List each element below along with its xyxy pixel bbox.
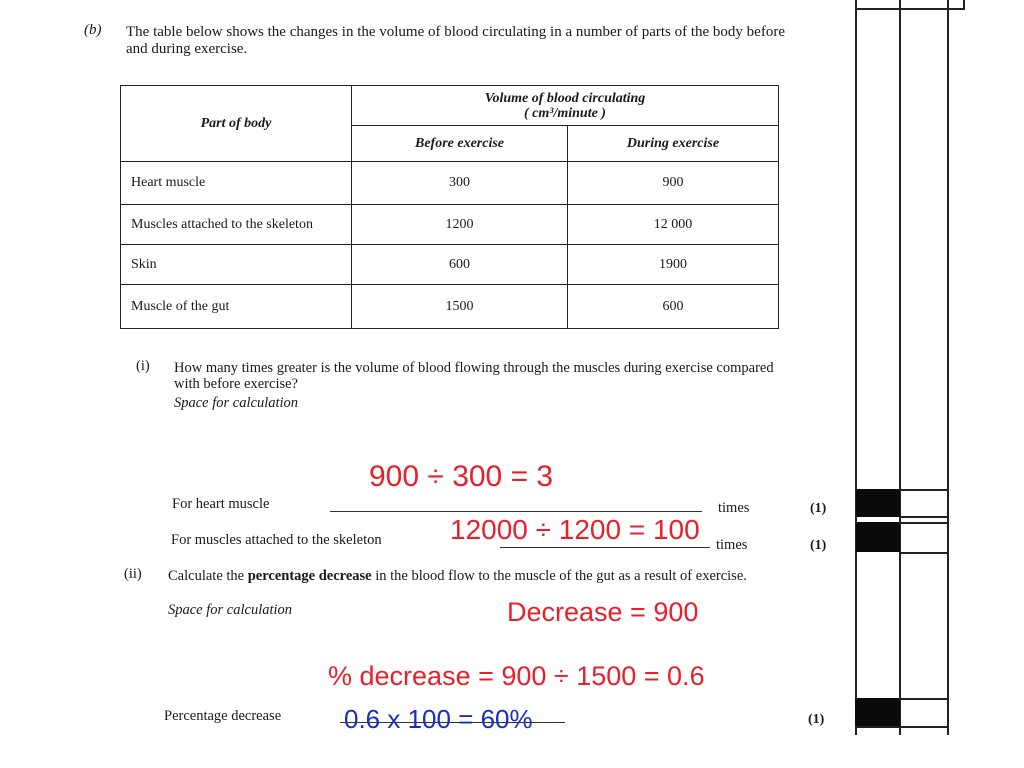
margin-line-right <box>947 0 949 735</box>
percent-calculation: % decrease = 900 ÷ 1500 = 0.6 <box>328 661 705 691</box>
sub-ii-question <box>168 568 768 584</box>
mark-rule-4 <box>899 552 949 554</box>
row-before: 300 <box>352 162 568 205</box>
table-row <box>121 162 779 205</box>
row-before: 1500 <box>352 285 568 329</box>
mark-box-skeleton <box>856 522 900 552</box>
heart-mark: (1) <box>810 501 827 516</box>
row-during: 600 <box>568 285 779 329</box>
mark-box-pct <box>855 698 900 726</box>
sub-ii-question-bold: percentage decrease <box>247 568 372 584</box>
sub-ii-space-label: Space for calculation <box>168 602 293 618</box>
heart-calculation: 900 ÷ 300 = 3 <box>369 460 554 493</box>
skeleton-calculation: 12000 ÷ 1200 = 100 <box>450 514 700 545</box>
table-row <box>121 205 779 245</box>
row-part: Skin <box>121 245 352 285</box>
row-part: Muscles attached to the skeleton <box>121 205 352 245</box>
margin-line-middle <box>899 0 901 735</box>
row-part: Heart muscle <box>121 162 352 205</box>
row-during: 1900 <box>568 245 779 285</box>
heart-answer-line <box>330 511 702 512</box>
row-before: 1200 <box>352 205 568 245</box>
margin-line-left <box>855 0 857 735</box>
row-part: Muscle of the gut <box>121 285 352 329</box>
header-volume-line1: Volume of blood circulating <box>484 90 646 106</box>
final-answer: 0.6 x 100 = 60% <box>344 704 533 734</box>
decrease-calculation: Decrease = 900 <box>507 597 699 627</box>
heart-unit: times <box>718 500 750 516</box>
sub-i-question: How many times greater is the volume of blood flowing through the muscles during exercise compared with before exercise? <box>174 360 774 392</box>
mark-box-heart <box>856 489 900 517</box>
sub-ii-question-post: in the blood flow to the muscle of the gut as a result of exercise. <box>371 568 747 584</box>
mark-rule-1 <box>899 489 949 491</box>
sub-i-label: (i) <box>136 358 150 374</box>
pct-mark: (1) <box>808 712 825 727</box>
header-volume <box>352 86 779 126</box>
skeleton-unit: times <box>716 537 748 553</box>
skeleton-mark: (1) <box>810 538 827 553</box>
header-volume-line2: ( cm³/minute ) <box>524 105 606 121</box>
header-part-of-body: Part of body <box>121 86 352 162</box>
sub-i-space-label: Space for calculation <box>174 395 299 411</box>
header-during-exercise: During exercise <box>568 126 779 162</box>
mark-rule-5 <box>899 698 949 700</box>
row-before: 600 <box>352 245 568 285</box>
percentage-decrease-label: Percentage decrease <box>164 708 282 724</box>
question-intro: The table below shows the changes in the volume of blood circulating in a number of parts of the body before and during exercise. <box>126 24 785 57</box>
skeleton-answer-line <box>500 547 710 548</box>
row-during: 12 000 <box>568 205 779 245</box>
sub-ii-label: (ii) <box>124 566 142 582</box>
table-row <box>121 245 779 285</box>
table-row <box>121 285 779 329</box>
mark-rule-2 <box>899 516 949 518</box>
sub-ii-question-pre: Calculate the <box>168 568 248 584</box>
header-before-exercise: Before exercise <box>352 126 568 162</box>
row-during: 900 <box>568 162 779 205</box>
skeleton-label: For muscles attached to the skeleton <box>171 532 382 548</box>
mark-rule-6 <box>855 726 949 728</box>
mark-rule-3 <box>899 522 949 524</box>
heart-muscle-label: For heart muscle <box>172 496 270 512</box>
part-label: (b) <box>84 22 102 38</box>
blood-volume-table <box>120 85 779 329</box>
margin-top-rule <box>855 8 965 10</box>
